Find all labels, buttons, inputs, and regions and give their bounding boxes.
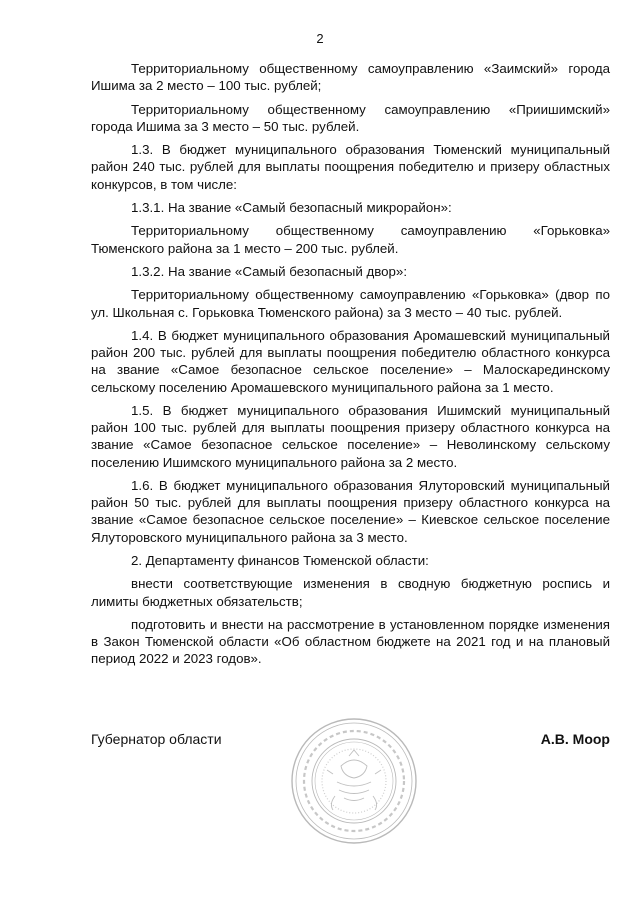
paragraph: внести соответствующие изменения в сводную бюджетную роспись и лимиты бюджетных обязательств;: [91, 576, 610, 609]
document-body: [91, 60, 610, 674]
paragraph: Территориальному общественному самоуправлению «Приишимский» города Ишима за 3 место – 50 тыс. рублей.: [91, 101, 610, 134]
signatory-name: А.В. Моор: [540, 731, 610, 747]
paragraph: Территориальному общественному самоуправлению «Горьковка» (двор по ул. Школьная с. Горьковка Тюменского района) за 3 место – 40 тыс. рублей.: [91, 287, 610, 320]
paragraph: 1.5. В бюджет муниципального образования Ишимский муниципальный район 100 тыс. рублей для выплаты поощрения призеру областного конкурса на звание «Самое безопасное сельское поселение» – Неволинскому сельскому поселению Ишимского муниципального района за 2 место.: [91, 402, 610, 470]
paragraph: Территориальному общественному самоуправлению «Заимский» города Ишима за 2 место – 100 тыс. рублей;: [91, 61, 610, 94]
paragraph: 2. Департаменту финансов Тюменской области:: [131, 552, 429, 568]
paragraph: 1.6. В бюджет муниципального образования Ялуторовский муниципальный район 50 тыс. рублей для выплаты поощрения призеру областного конкурса на звание «Самое безопасное сельское поселение» – Киевское сельское поселение Ялуторовского муниципального района за 3 место.: [91, 477, 610, 545]
official-seal-stamp: [289, 716, 419, 846]
paragraph: 1.3.2. На звание «Самый безопасный двор»:: [131, 263, 408, 279]
paragraph: подготовить и внести на рассмотрение в установленном порядке изменения в Закон Тюменской области «Об областном бюджете на 2021 год и на плановый период 2022 и 2023 годов».: [91, 616, 610, 667]
paragraph: Территориальному общественному самоуправлению «Горьковка» Тюменского района за 1 место – 200 тыс. рублей.: [91, 223, 610, 256]
paragraph: 1.4. В бюджет муниципального образования Аромашевский муниципальный район 200 тыс. рублей для выплаты поощрения победителю областного конкурса на звание «Самое безопасное сельское поселение» – Малоскарединскому сельскому поселению Аромашевского муниципального района за 1 место.: [91, 327, 610, 395]
paragraph: 1.3. В бюджет муниципального образования Тюменский муниципальный район 240 тыс. рублей для выплаты поощрения победителю и призеру областных конкурсов, в том числе:: [91, 142, 610, 192]
paragraph: 1.3.1. На звание «Самый безопасный микрорайон»:: [131, 199, 452, 215]
page-number: 2: [316, 31, 324, 46]
signatory-title: Губернатор области: [91, 731, 222, 747]
